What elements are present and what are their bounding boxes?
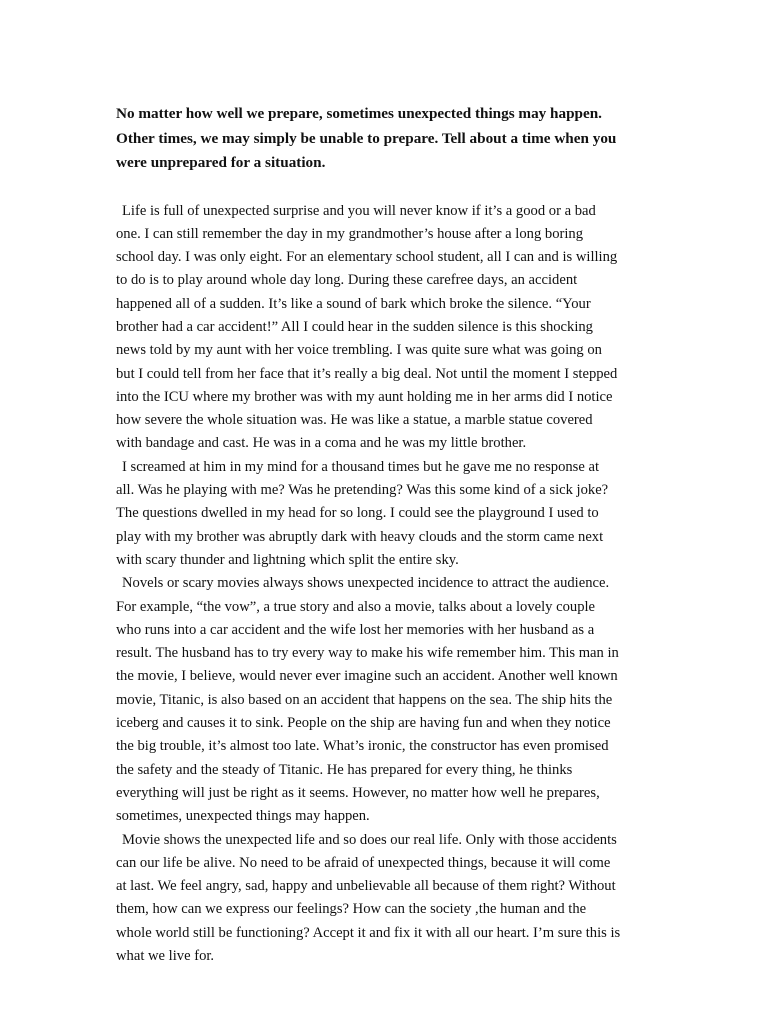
text-line: them, how can we express our feelings? How can the society ,the human and the <box>116 901 587 918</box>
text-line: everything will just be right as it seems. However, no matter how well he prepares, <box>116 784 600 801</box>
text-line: who runs into a car accident and the wife lost her memories with her husband as a <box>116 621 595 638</box>
text-line: movie, Titanic, is also based on an accident that happens on the sea. The ship hits the <box>116 691 613 708</box>
text-line: the safety and the steady of Titanic. He has prepared for every thing, he thinks <box>116 761 573 778</box>
paragraph-3 <box>116 572 656 828</box>
prompt-line: Other times, we may simply be unable to prepare. Tell about a time when you <box>116 129 617 147</box>
text-line: play with my brother was abruptly dark with heavy clouds and the storm came next <box>116 528 604 545</box>
text-line: with bandage and cast. He was in a coma and he was my little brother. <box>116 435 527 452</box>
prompt-line: No matter how well we prepare, sometimes unexpected things may happen. <box>116 105 602 122</box>
text-line: I screamed at him in my mind for a thousand times but he gave me no response at <box>122 458 600 475</box>
paragraph-4 <box>116 829 656 969</box>
text-line: school day. I was only eight. For an elementary school student, all I can and is willing <box>116 249 618 266</box>
text-line: sometimes, unexpected things may happen. <box>116 808 370 825</box>
text-line: the movie, I believe, would never ever imagine such an accident. Another well known <box>116 668 618 685</box>
text-line: at last. We feel angry, sad, happy and unbelievable all because of them right? Without <box>116 878 616 895</box>
text-line: how severe the whole situation was. He was like a statue, a marble statue covered <box>116 412 593 429</box>
text-line: result. The husband has to try every way to make his wife remember him. This man in <box>116 645 619 662</box>
text-line: can our life be alive. No need to be afraid of unexpected things, because it will come <box>116 854 611 871</box>
essay-prompt <box>116 102 656 176</box>
text-line: the big trouble, it’s almost too late. What’s ironic, the constructor has even promised <box>116 738 609 755</box>
paragraph-2 <box>116 456 656 572</box>
essay-content <box>116 102 656 968</box>
text-line: to do is to play around whole day long. During these carefree days, an accident <box>116 272 578 289</box>
text-line: with scary thunder and lightning which split the entire sky. <box>116 551 459 568</box>
text-line: Novels or scary movies always shows unexpected incidence to attract the audience. <box>122 575 610 592</box>
text-line: brother had a car accident!” All I could hear in the sudden silence is this shocking <box>116 318 593 335</box>
text-line: what we live for. <box>116 948 215 964</box>
paragraph-1 <box>116 200 656 456</box>
text-line: Life is full of unexpected surprise and you will never know if it’s a good or a bad <box>122 202 596 219</box>
text-line: whole world still be functioning? Accept it and fix it with all our heart. I’m sure this is <box>116 924 621 941</box>
text-line: one. I can still remember the day in my grandmother’s house after a long boring <box>116 225 583 242</box>
text-line: but I could tell from her face that it’s really a big deal. Not until the moment I stepped <box>116 365 618 382</box>
text-line: all. Was he playing with me? Was he pretending? Was this some kind of a sick joke? <box>116 482 609 499</box>
text-line: The questions dwelled in my head for so long. I could see the playground I used to <box>116 505 599 522</box>
text-line: For example, “the vow”, a true story and also a movie, talks about a lovely couple <box>116 598 596 615</box>
text-line: iceberg and causes it to sink. People on the ship are having fun and when they notice <box>116 715 611 732</box>
text-line: Movie shows the unexpected life and so does our real life. Only with those accidents <box>122 831 617 848</box>
text-line: into the ICU where my brother was with my aunt holding me in her arms did I notice <box>116 388 613 405</box>
prompt-line: were unprepared for a situation. <box>116 154 326 171</box>
text-line: happened all of a sudden. It’s like a sound of bark which broke the silence. “Your <box>116 295 591 312</box>
text-line: news told by my aunt with her voice trembling. I was quite sure what was going on <box>116 342 602 359</box>
